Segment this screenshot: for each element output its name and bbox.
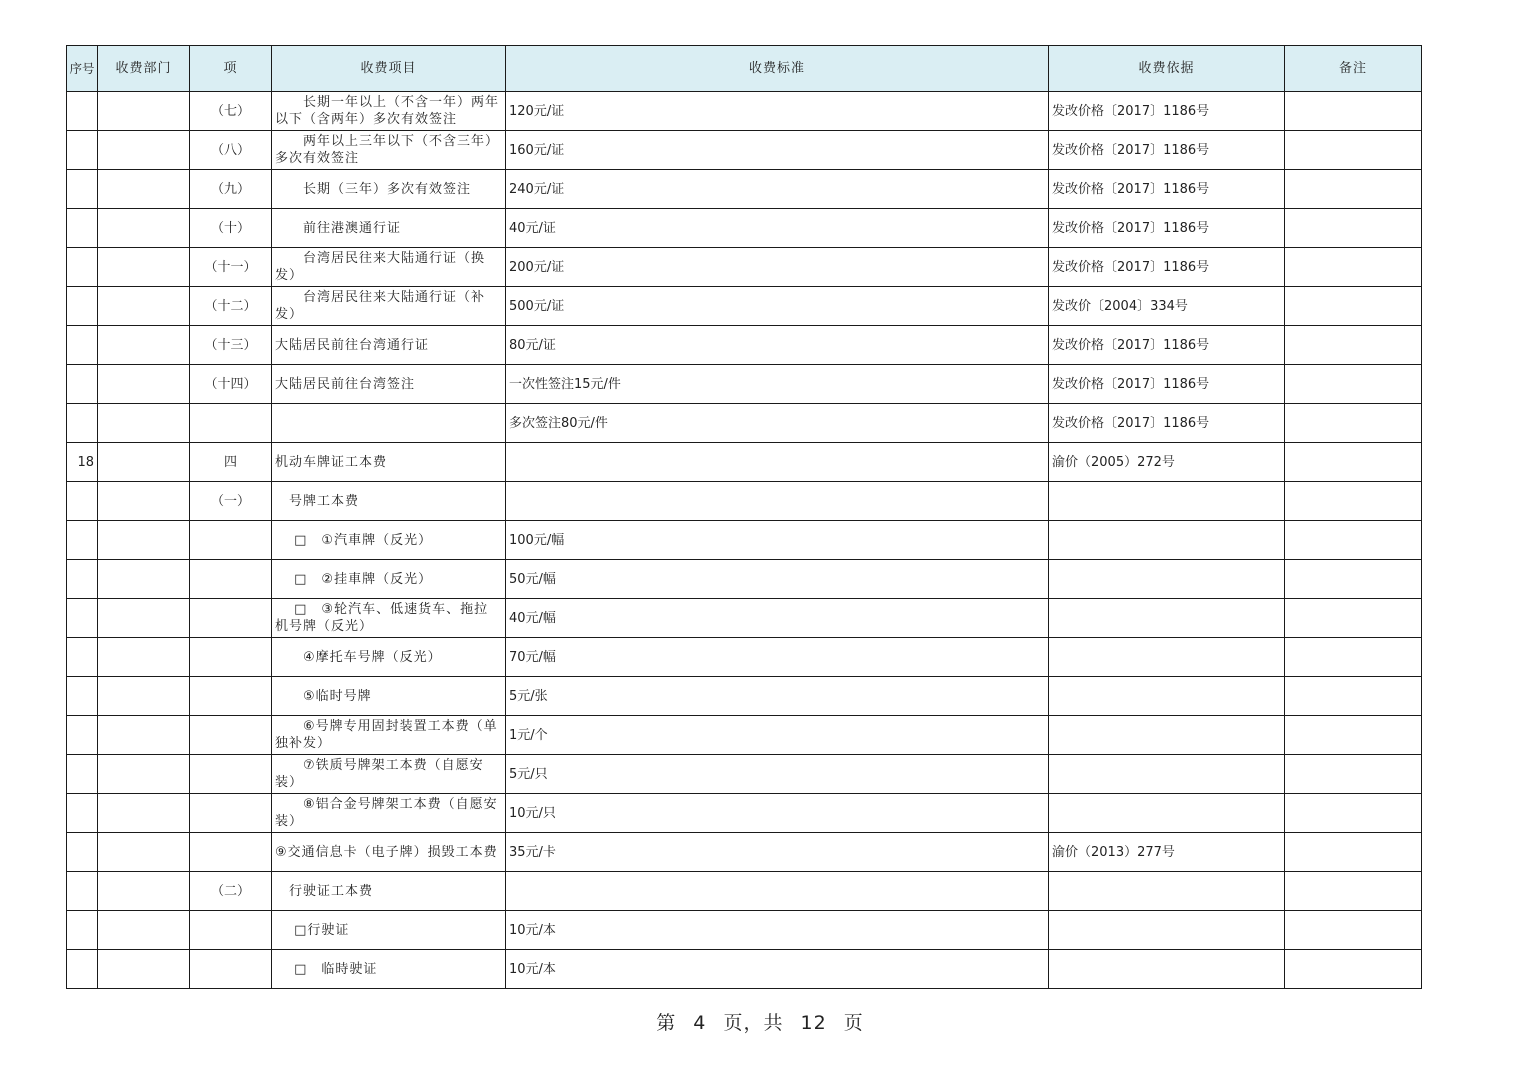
cell-basis [1049, 716, 1285, 755]
cell-xiang: （十四） [190, 365, 272, 404]
cell-standard: 10元/本 [506, 950, 1049, 989]
table-row [67, 365, 1422, 404]
cell-xiang: （七） [190, 92, 272, 131]
cell-xiang [190, 911, 272, 950]
cell-dept [98, 599, 190, 638]
cell-item: 前往港澳通行证 [272, 209, 506, 248]
cell-item: ⑥号牌专用固封装置工本费（单独补发） [272, 716, 506, 755]
footer-prefix: 第 [656, 1012, 677, 1034]
cell-item: ⑦铁质号牌架工本费（自愿安装） [272, 755, 506, 794]
cell-item: ⑨交通信息卡（电子牌）损毁工本费 [272, 833, 506, 872]
cell-xiang [190, 755, 272, 794]
cell-xiang [190, 833, 272, 872]
cell-dept [98, 170, 190, 209]
cell-basis [1049, 950, 1285, 989]
cell-standard: 多次签注80元/件 [506, 404, 1049, 443]
cell-dept [98, 209, 190, 248]
cell-note [1285, 170, 1422, 209]
cell-note [1285, 404, 1422, 443]
cell-xiang: （十二） [190, 287, 272, 326]
cell-basis: 渝价（2013）277号 [1049, 833, 1285, 872]
cell-xiang: （十三） [190, 326, 272, 365]
cell-xiang [190, 521, 272, 560]
header-note: 备注 [1285, 46, 1422, 92]
cell-standard: 10元/只 [506, 794, 1049, 833]
table-row [67, 287, 1422, 326]
cell-seq [67, 677, 98, 716]
header-standard: 收费标准 [506, 46, 1049, 92]
cell-note [1285, 326, 1422, 365]
cell-dept [98, 365, 190, 404]
cell-seq [67, 755, 98, 794]
cell-standard: 50元/幅 [506, 560, 1049, 599]
cell-seq [67, 521, 98, 560]
cell-xiang: （一） [190, 482, 272, 521]
cell-basis: 渝价（2005）272号 [1049, 443, 1285, 482]
cell-item: ④摩托车号牌（反光） [272, 638, 506, 677]
table-row [67, 404, 1422, 443]
table-row [67, 170, 1422, 209]
cell-seq [67, 404, 98, 443]
cell-seq [67, 170, 98, 209]
cell-seq [67, 365, 98, 404]
cell-note [1285, 950, 1422, 989]
cell-item: 行驶证工本费 [272, 872, 506, 911]
footer-middle: 页，共 [723, 1012, 784, 1034]
cell-standard: 5元/只 [506, 755, 1049, 794]
cell-xiang [190, 950, 272, 989]
cell-dept [98, 833, 190, 872]
header-dept: 收费部门 [98, 46, 190, 92]
cell-standard: 100元/幅 [506, 521, 1049, 560]
table-row [67, 677, 1422, 716]
table-row [67, 326, 1422, 365]
cell-seq [67, 794, 98, 833]
cell-basis: 发改价格〔2017〕1186号 [1049, 404, 1285, 443]
cell-basis: 发改价〔2004〕334号 [1049, 287, 1285, 326]
table-row [67, 131, 1422, 170]
cell-xiang: （二） [190, 872, 272, 911]
footer-total-pages: 12 [800, 1012, 827, 1034]
cell-note [1285, 482, 1422, 521]
cell-dept [98, 287, 190, 326]
cell-note [1285, 443, 1422, 482]
footer-page-number: 4 [693, 1012, 707, 1034]
footer-suffix: 页 [843, 1012, 864, 1034]
cell-note [1285, 521, 1422, 560]
cell-note [1285, 248, 1422, 287]
cell-item [272, 404, 506, 443]
page-footer [0, 1008, 1520, 1035]
cell-xiang [190, 794, 272, 833]
table-row [67, 911, 1422, 950]
cell-dept [98, 443, 190, 482]
cell-item: 两年以上三年以下（不含三年）多次有效签注 [272, 131, 506, 170]
cell-dept [98, 521, 190, 560]
cell-standard: 70元/幅 [506, 638, 1049, 677]
cell-note [1285, 365, 1422, 404]
table-row [67, 92, 1422, 131]
cell-item: 大陆居民前往台湾通行证 [272, 326, 506, 365]
cell-item: 大陆居民前往台湾签注 [272, 365, 506, 404]
cell-basis [1049, 482, 1285, 521]
cell-basis [1049, 794, 1285, 833]
cell-item: 长期（三年）多次有效签注 [272, 170, 506, 209]
cell-standard: 10元/本 [506, 911, 1049, 950]
cell-item: 台湾居民往来大陆通行证（补发） [272, 287, 506, 326]
cell-basis [1049, 521, 1285, 560]
cell-item: □ 临時驶证 [272, 950, 506, 989]
cell-standard: 35元/卡 [506, 833, 1049, 872]
cell-xiang [190, 560, 272, 599]
cell-xiang [190, 599, 272, 638]
cell-seq [67, 92, 98, 131]
cell-basis: 发改价格〔2017〕1186号 [1049, 209, 1285, 248]
cell-basis: 发改价格〔2017〕1186号 [1049, 326, 1285, 365]
header-seq: 序号 [67, 46, 98, 92]
cell-item: 台湾居民往来大陆通行证（换发） [272, 248, 506, 287]
header-item: 收费项目 [272, 46, 506, 92]
cell-standard: 一次性签注15元/件 [506, 365, 1049, 404]
cell-basis [1049, 677, 1285, 716]
table-row [67, 794, 1422, 833]
cell-note [1285, 716, 1422, 755]
cell-basis: 发改价格〔2017〕1186号 [1049, 170, 1285, 209]
cell-xiang: 四 [190, 443, 272, 482]
cell-standard: 500元/证 [506, 287, 1049, 326]
cell-note [1285, 599, 1422, 638]
table-row [67, 521, 1422, 560]
cell-item: ⑤临时号牌 [272, 677, 506, 716]
cell-dept [98, 131, 190, 170]
cell-xiang [190, 638, 272, 677]
cell-item: □行驶证 [272, 911, 506, 950]
cell-standard: 240元/证 [506, 170, 1049, 209]
table-row [67, 482, 1422, 521]
cell-standard: 80元/证 [506, 326, 1049, 365]
cell-dept [98, 404, 190, 443]
cell-dept [98, 560, 190, 599]
cell-seq [67, 833, 98, 872]
table-row [67, 443, 1422, 482]
table-row [67, 638, 1422, 677]
table-row [67, 599, 1422, 638]
cell-note [1285, 560, 1422, 599]
cell-dept [98, 677, 190, 716]
cell-item: 号牌工本费 [272, 482, 506, 521]
cell-note [1285, 755, 1422, 794]
cell-standard: 1元/个 [506, 716, 1049, 755]
cell-basis [1049, 872, 1285, 911]
cell-basis: 发改价格〔2017〕1186号 [1049, 131, 1285, 170]
cell-seq [67, 287, 98, 326]
cell-xiang: （九） [190, 170, 272, 209]
cell-xiang: （八） [190, 131, 272, 170]
cell-dept [98, 248, 190, 287]
cell-seq [67, 326, 98, 365]
cell-xiang [190, 716, 272, 755]
cell-item: ⑧铝合金号牌架工本费（自愿安装） [272, 794, 506, 833]
cell-note [1285, 872, 1422, 911]
fee-table [66, 45, 1422, 989]
table-row [67, 560, 1422, 599]
cell-seq [67, 638, 98, 677]
cell-standard: 40元/证 [506, 209, 1049, 248]
cell-dept [98, 872, 190, 911]
cell-note [1285, 794, 1422, 833]
cell-seq [67, 950, 98, 989]
cell-item: 长期一年以上（不含一年）两年以下（含两年）多次有效签注 [272, 92, 506, 131]
table-row [67, 755, 1422, 794]
cell-seq [67, 872, 98, 911]
cell-dept [98, 482, 190, 521]
header-row [67, 46, 1422, 92]
cell-dept [98, 326, 190, 365]
cell-item: □ ③轮汽车、低速货车、拖拉机号牌（反光） [272, 599, 506, 638]
cell-item: □ ②挂車牌（反光） [272, 560, 506, 599]
cell-basis [1049, 560, 1285, 599]
cell-seq [67, 209, 98, 248]
cell-item: 机动车牌证工本费 [272, 443, 506, 482]
cell-dept [98, 794, 190, 833]
cell-note [1285, 92, 1422, 131]
table-row [67, 209, 1422, 248]
cell-standard: 200元/证 [506, 248, 1049, 287]
cell-seq [67, 131, 98, 170]
cell-basis: 发改价格〔2017〕1186号 [1049, 92, 1285, 131]
cell-note [1285, 638, 1422, 677]
cell-dept [98, 911, 190, 950]
cell-basis [1049, 638, 1285, 677]
cell-dept [98, 755, 190, 794]
header-basis: 收费依据 [1049, 46, 1285, 92]
cell-xiang: （十） [190, 209, 272, 248]
cell-basis [1049, 755, 1285, 794]
cell-dept [98, 92, 190, 131]
cell-note [1285, 833, 1422, 872]
cell-note [1285, 209, 1422, 248]
cell-basis [1049, 599, 1285, 638]
table-row [67, 833, 1422, 872]
cell-seq: 18 [67, 443, 98, 482]
cell-basis: 发改价格〔2017〕1186号 [1049, 365, 1285, 404]
cell-dept [98, 716, 190, 755]
cell-xiang [190, 677, 272, 716]
cell-seq [67, 560, 98, 599]
cell-note [1285, 911, 1422, 950]
cell-dept [98, 638, 190, 677]
cell-dept [98, 950, 190, 989]
header-xiang: 项 [190, 46, 272, 92]
cell-standard: 160元/证 [506, 131, 1049, 170]
cell-seq [67, 248, 98, 287]
table-body [67, 92, 1422, 989]
table-row [67, 716, 1422, 755]
cell-seq [67, 482, 98, 521]
cell-standard [506, 443, 1049, 482]
cell-item: □ ①汽車牌（反光） [272, 521, 506, 560]
cell-standard: 5元/张 [506, 677, 1049, 716]
cell-standard [506, 482, 1049, 521]
cell-standard [506, 872, 1049, 911]
cell-note [1285, 131, 1422, 170]
cell-standard: 40元/幅 [506, 599, 1049, 638]
table-row [67, 950, 1422, 989]
cell-basis [1049, 911, 1285, 950]
table-row [67, 248, 1422, 287]
cell-note [1285, 287, 1422, 326]
cell-basis: 发改价格〔2017〕1186号 [1049, 248, 1285, 287]
cell-xiang [190, 404, 272, 443]
cell-seq [67, 911, 98, 950]
cell-seq [67, 716, 98, 755]
table-row [67, 872, 1422, 911]
cell-standard: 120元/证 [506, 92, 1049, 131]
cell-note [1285, 677, 1422, 716]
cell-xiang: （十一） [190, 248, 272, 287]
cell-seq [67, 599, 98, 638]
